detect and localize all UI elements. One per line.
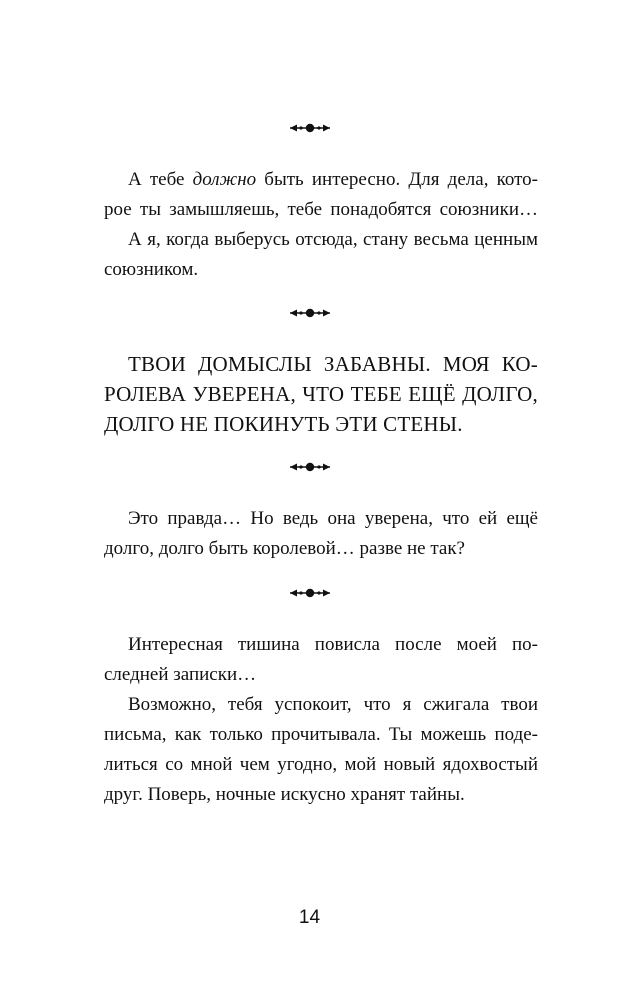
text-line: письма, как только прочитывала. Ты можешь поде- — [104, 724, 538, 745]
ornament-divider-icon — [288, 587, 332, 599]
caps-text-line: ТВОИ ДОМЫСЛЫ ЗАБАВНЫ. МОЯ КО- — [128, 352, 538, 376]
ornament-divider-icon — [288, 307, 332, 319]
caps-text-line: РОЛЕВА УВЕРЕНА, ЧТО ТЕБЕ ЕЩЁ ДОЛГО, — [104, 382, 538, 406]
text-line: А тебе должно быть интересно. Для дела, кото- — [128, 169, 538, 190]
text-line: А я, когда выберусь отсюда, стану весьма ценным — [128, 229, 538, 250]
text-line: Интересная тишина повисла после моей по- — [128, 634, 538, 655]
emphasis-word: должно — [192, 169, 257, 190]
text-line: Возможно, тебя успокоит, что я сжигала твои — [128, 694, 538, 715]
text-line: рое ты замышляешь, тебе понадобятся союзники… — [104, 199, 538, 220]
text-line: долго, долго быть королевой… разве не так? — [104, 538, 465, 559]
text-line: следней записки… — [104, 664, 257, 685]
caps-text-line: ДОЛГО НЕ ПОКИНУТЬ ЭТИ СТЕНЫ. — [104, 412, 463, 436]
text-line: Это правда… Но ведь она уверена, что ей ещё — [128, 508, 538, 529]
text-line: союзником. — [104, 259, 199, 280]
ornament-divider-icon — [288, 122, 332, 134]
page-number: 14 — [298, 907, 321, 928]
text-line: друг. Поверь, ночные искусно хранят тайны. — [104, 784, 465, 805]
text-line: литься со мной чем угодно, мой новый ядохвостый — [104, 754, 538, 775]
ornament-divider-icon — [288, 461, 332, 473]
